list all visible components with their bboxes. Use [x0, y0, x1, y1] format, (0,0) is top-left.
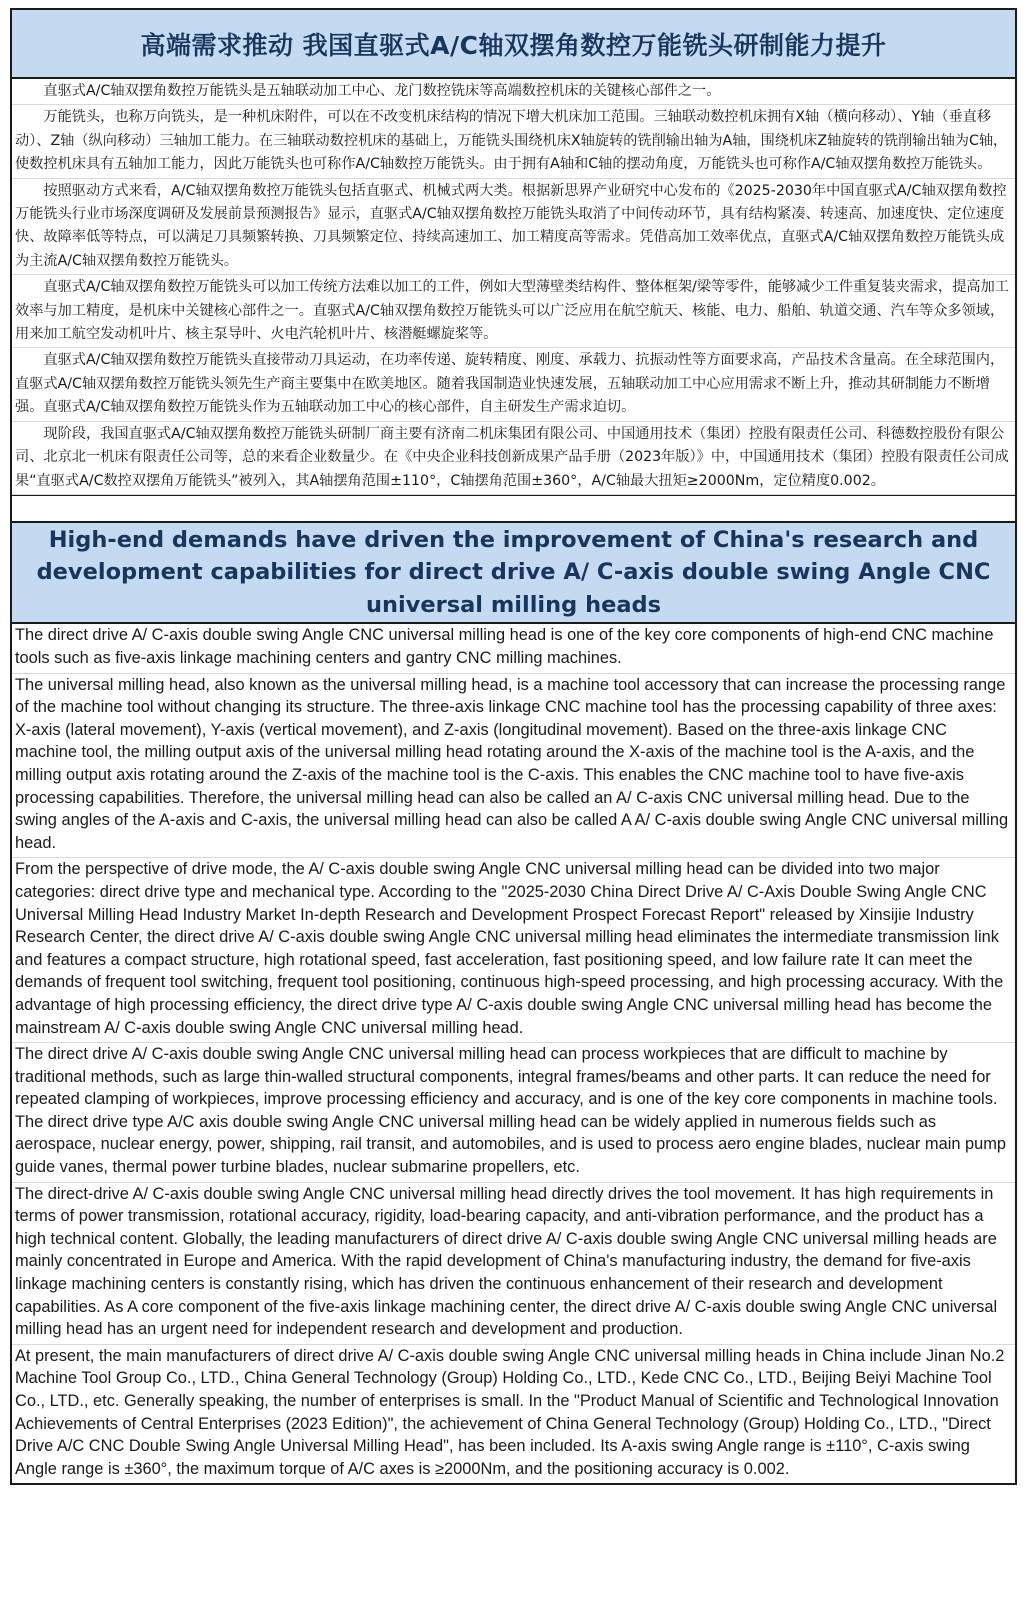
section-divider	[12, 495, 1015, 523]
chinese-paragraph-5: 直驱式A/C轴双摆角数控万能铣头直接带动刀具运动，在功率传递、旋转精度、刚度、承载力、抗振动性等方面要求高，产品技术含量高。在全球范围内，直驱式A/C轴双摆角数控万能铣头领先生产商主要集中在欧美地区。随着我国制造业快速发展，五轴联动加工中心应用需求不断上升，推动其研制能力不断增强。直驱式A/C轴双摆角数控万能铣头作为五轴联动加工中心的核心部件，自主研发生产需求迫切。	[12, 348, 1015, 421]
english-paragraph-2: The universal milling head, also known as the universal milling head, is a machine tool accessory that can increase the processing range of the machine tool without changing its structure. The three-axis linkage CNC machine tool has the processing capability of three axes: X-axis (lateral movement), Y-axis (vertical movement), and Z-axis (longitudinal movement). Based on the three-axis linkage CNC machine tool, the milling output axis of the universal milling head rotating around the X-axis of the machine tool is the A-axis, and the milling output axis rotating around the Z-axis of the machine tool is the C-axis. This enables the CNC machine tool to have five-axis processing capabilities. Therefore, the universal milling head can also be called an A/ C-axis CNC universal milling head. Due to the swing angles of the A-axis and C-axis, the universal milling head can also be called A A/ C-axis double swing Angle CNC universal milling head.	[12, 674, 1015, 859]
english-title: High-end demands have driven the improvement of China's research and development capabilities for direct drive A/ C-axis double swing Angle CNC universal milling heads	[12, 523, 1015, 625]
english-paragraph-3: From the perspective of drive mode, the A/ C-axis double swing Angle CNC universal milling head can be divided into two major categories: direct drive type and mechanical type. According to the "2025-2030 China Direct Drive A/ C-Axis Double Swing Angle CNC Universal Milling Head Industry Market In-depth Research and Development Prospect Forecast Report" released by Xinsijie Industry Research Center, the direct drive A/ C-axis double swing Angle CNC universal milling head eliminates the intermediate transmission link and features a compact structure, high rotational speed, fast acceleration, fast positioning speed, and low failure rate It can meet the demands of frequent tool switching, frequent tool positioning, continuous high-speed processing, and high processing accuracy. With the advantage of high processing efficiency, the direct drive type A/ C-axis double swing Angle CNC universal milling head has become the mainstream A/ C-axis double swing Angle CNC universal milling head.	[12, 858, 1015, 1043]
chinese-paragraph-1: 直驱式A/C轴双摆角数控万能铣头是五轴联动加工中心、龙门数控铣床等高端数控机床的关键核心部件之一。	[12, 79, 1015, 105]
chinese-paragraph-6: 现阶段，我国直驱式A/C轴双摆角数控万能铣头研制厂商主要有济南二机床集团有限公司、中国通用技术（集团）控股有限责任公司、科德数控股份有限公司、北京北一机床有限责任公司等，总的来看企业数量少。在《中央企业科技创新成果产品手册（2023年版）》中，中国通用技术（集团）控股有限责任公司成果“直驱式A/C数控双摆角万能铣头”被列入，其A轴摆角范围±110°，C轴摆角范围±360°，A/C轴最大扭矩≥2000Nm，定位精度0.002。	[12, 422, 1015, 495]
english-paragraph-4: The direct drive A/ C-axis double swing Angle CNC universal milling head can process workpieces that are difficult to machine by traditional methods, such as large thin-walled structural components, integral frames/beams and other parts. It can reduce the need for repeated clamping of workpieces, improve processing efficiency and accuracy, and is one of the key core components in machine tools. The direct drive type A/C axis double swing Angle CNC universal milling head can be widely applied in numerous fields such as aerospace, nuclear energy, power, shipping, rail transit, and automobiles, and is used to process aero engine blades, nuclear main pump guide vanes, thermal power turbine blades, nuclear submarine propellers, etc.	[12, 1043, 1015, 1183]
english-paragraph-6: At present, the main manufacturers of direct drive A/ C-axis double swing Angle CNC universal milling heads in China include Jinan No.2 Machine Tool Group Co., LTD., China General Technology (Group) Holding Co., LTD., Kede CNC Co., LTD., Beijing Beiyi Machine Tool Co., LTD., etc. Generally speaking, the number of enterprises is small. In the "Product Manual of Scientific and Technological Innovation Achievements of Central Enterprises (2023 Edition)", the achievement of China General Technology (Group) Holding Co., LTD., "Direct Drive A/C CNC Double Swing Angle Universal Milling Head", has been included. Its A-axis swing Angle range is ±110°, C-axis swing Angle range is ±360°, the maximum torque of A/C axes is ≥2000Nm, and the positioning accuracy is 0.002.	[15, 1346, 1005, 1478]
english-paragraph-5: The direct-drive A/ C-axis double swing Angle CNC universal milling head directly drives the tool movement. It has high requirements in terms of power transmission, rotational accuracy, rigidity, load-bearing capacity, and anti-vibration performance, and the product has a high technical content. Globally, the leading manufacturers of direct drive A/ C-axis double swing Angle CNC universal milling heads are mainly concentrated in Europe and America. With the rapid development of China's manufacturing industry, the demand for five-axis linkage machining centers is constantly rising, which has driven the continuous enhancement of their research and development capabilities. As A core component of the five-axis linkage machining center, the direct drive A/ C-axis double swing Angle CNC universal milling head has an urgent need for independent research and development and production.	[12, 1183, 1015, 1345]
chinese-paragraph-2: 万能铣头，也称万向铣头，是一种机床附件，可以在不改变机床结构的情况下增大机床加工范围。三轴联动数控机床拥有X轴（横向移动）、Y轴（垂直移动）、Z轴（纵向移动）三轴加工能力。在三轴联动数控机床的基础上，万能铣头围绕机床X轴旋转的铣削输出轴为A轴，围绕机床Z轴旋转的铣削输出轴为C轴，使数控机床具有五轴加工能力，因此万能铣头也可称作A/C轴数控万能铣头。由于拥有A轴和C轴的摆动角度，万能铣头也可称作A/C轴双摆角数控万能铣头。	[12, 105, 1015, 178]
chinese-paragraph-3: 按照驱动方式来看，A/C轴双摆角数控万能铣头包括直驱式、机械式两大类。根据新思界产业研究中心发布的《2025-2030年中国直驱式A/C轴双摆角数控万能铣头行业市场深度调研及发展前景预测报告》显示，直驱式A/C轴双摆角数控万能铣头取消了中间传动环节，具有结构紧凑、转速高、加速度快、定位速度快、故障率低等特点，可以满足刀具频繁转换、刀具频繁定位、持续高速加工、加工精度高等需求。凭借高加工效率优点，直驱式A/C轴双摆角数控万能铣头成为主流A/C轴双摆角数控万能铣头。	[12, 179, 1015, 276]
article-sheet	[10, 8, 1017, 1485]
chinese-paragraph-4: 直驱式A/C轴双摆角数控万能铣头可以加工传统方法难以加工的工件，例如大型薄壁类结构件、整体框架/梁等零件，能够减少工件重复装夹需求，提高加工效率与加工精度，是机床中关键核心部件之一。直驱式A/C轴双摆角数控万能铣头可以广泛应用在航空航天、核能、电力、船舶、轨道交通、汽车等众多领域，用来加工航空发动机叶片、核主泵导叶、火电汽轮机叶片、核潜艇螺旋桨等。	[12, 275, 1015, 348]
english-paragraph-1: The direct drive A/ C-axis double swing Angle CNC universal milling head is one of the key core components of high-end CNC machine tools such as five-axis linkage machining centers and gantry CNC milling machines.	[12, 624, 1015, 673]
chinese-title: 高端需求推动 我国直驱式A/C轴双摆角数控万能铣头研制能力提升	[12, 10, 1015, 79]
